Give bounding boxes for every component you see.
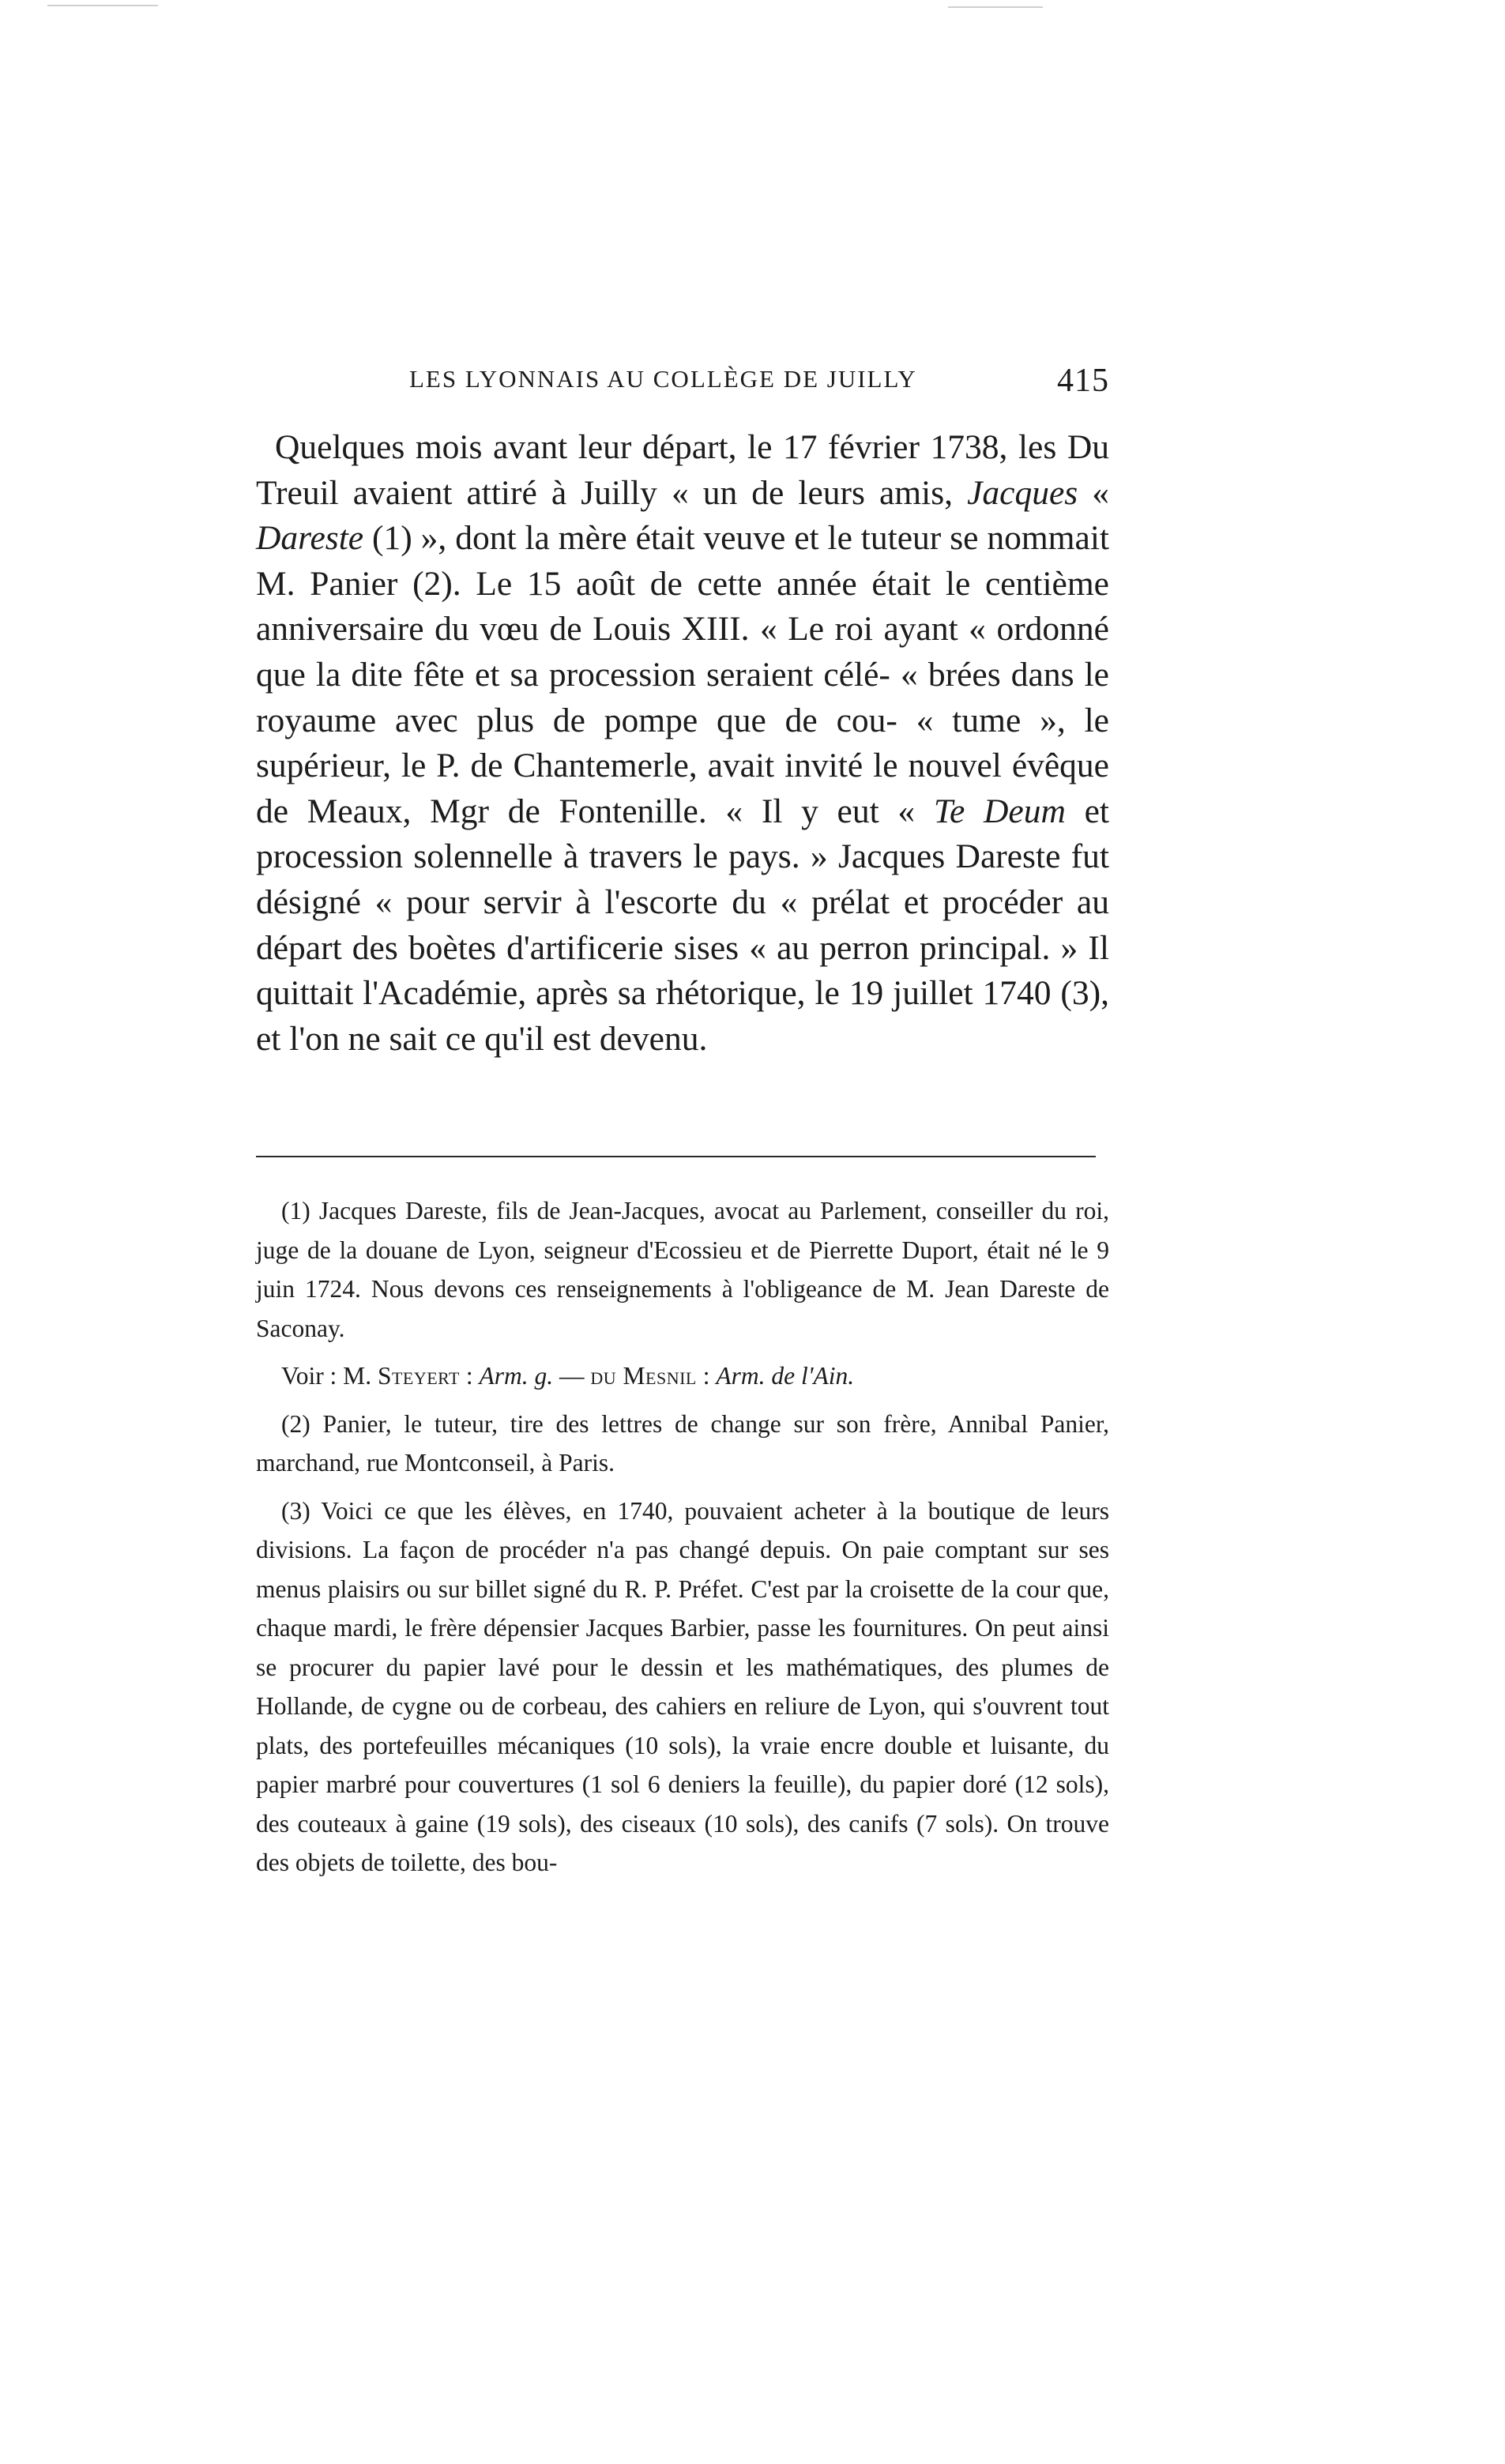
main-text-run: et procession solennelle à travers le pays. » Jacques Dareste fut désigné « pour servir à l'escorte du « prélat et procéder au départ des boètes d'artificerie sises « au perron principal. » Il quittait l'Académie, après sa rhétorique, le 19 juillet 1740 (3), et l'on ne sait ce qu'il est devenu. (256, 792, 1109, 1058)
scan-artifact-line (948, 6, 1043, 8)
main-text-run: Quelques mois avant leur départ, le 17 février 1738, les Du Treuil avaient attiré à Juilly « un de leurs amis, (256, 428, 1109, 512)
note-text-run: : (459, 1362, 480, 1390)
page-number: 415 (1057, 363, 1109, 399)
footnote-1: (1) Jacques Dareste, fils de Jean-Jacques, avocat au Parlement, conseiller du roi, juge de la douane de Lyon, seigneur d'Ecossieu et de Pierrette Duport, était né le 9 juin 1724. Nous devons ces renseignements à l'obligeance de M. Jean Dareste de Saconay. (256, 1197, 1109, 1342)
main-text-italic: Jacques (967, 473, 1078, 512)
main-text-italic: Te Deum (933, 792, 1066, 830)
main-text-italic: Dareste (256, 519, 364, 558)
note-text-run: — (553, 1362, 591, 1390)
footnotes (256, 1191, 1109, 1891)
footnote-1-references (256, 1356, 1109, 1396)
scan-artifacts (0, 0, 1505, 32)
note-text-run: Voir : M. (281, 1362, 378, 1390)
running-head (256, 365, 1109, 404)
footnote-3: (3) Voici ce que les élèves, en 1740, pouvaient acheter à la boutique de leurs divisions. La façon de procéder n'a pas changé depuis. On paie comptant sur ses menus plaisirs ou sur billet signé du R. P. Préfet. C'est par la croisette de la cour que, chaque mardi, le frère dépensier Jacques Barbier, passe les fournitures. On peut ainsi se procurer du papier lavé pour le dessin et les mathématiques, des plumes de Hollande, de cygne ou de corbeau, des cahiers en reliure de Lyon, qui s'ouvrent tout plats, des portefeuilles mécaniques (10 sols), la vraie encre double et luisante, du papier marbré pour couvertures (1 sol 6 deniers la feuille), du papier doré (12 sols), des couteaux à gaine (19 sols), des ciseaux (10 sols), des canifs (7 sols). On trouve des objets de toilette, des bou- (256, 1496, 1109, 1876)
scan-artifact-line (47, 5, 158, 6)
main-text-run: « (1078, 473, 1110, 512)
main-text-run: (1) », dont la mère était veuve et le tuteur se nommait M. Panier (2). Le 15 août de cette année était le centième anniversaire du vœu de Louis XIII. « Le roi ayant « ordonné que la dite fête et sa procession seraient célé- « brées dans le royaume avec plus de pompe que de cou- « tume », le supérieur, le P. de Chantemerle, avait invité le nouvel évêque de Meaux, Mgr de Fontenille. « Il y eut « (256, 519, 1109, 830)
note-title-italic: Arm. g. (479, 1362, 554, 1390)
main-paragraph (256, 425, 1109, 1062)
note-author-name: Steyert (377, 1362, 460, 1390)
footnote-2: (2) Panier, le tuteur, tire des lettres de change sur son frère, Annibal Panier, marchand, rue Montconseil, à Paris. (256, 1409, 1109, 1477)
note-author-name: du Mesnil (590, 1362, 697, 1390)
footnote-separator (256, 1156, 1096, 1157)
running-title: LES LYONNAIS AU COLLÈGE DE JUILLY (409, 365, 917, 393)
note-title-italic: Arm. de l'Ain. (716, 1362, 855, 1390)
note-text-run: : (696, 1362, 717, 1390)
